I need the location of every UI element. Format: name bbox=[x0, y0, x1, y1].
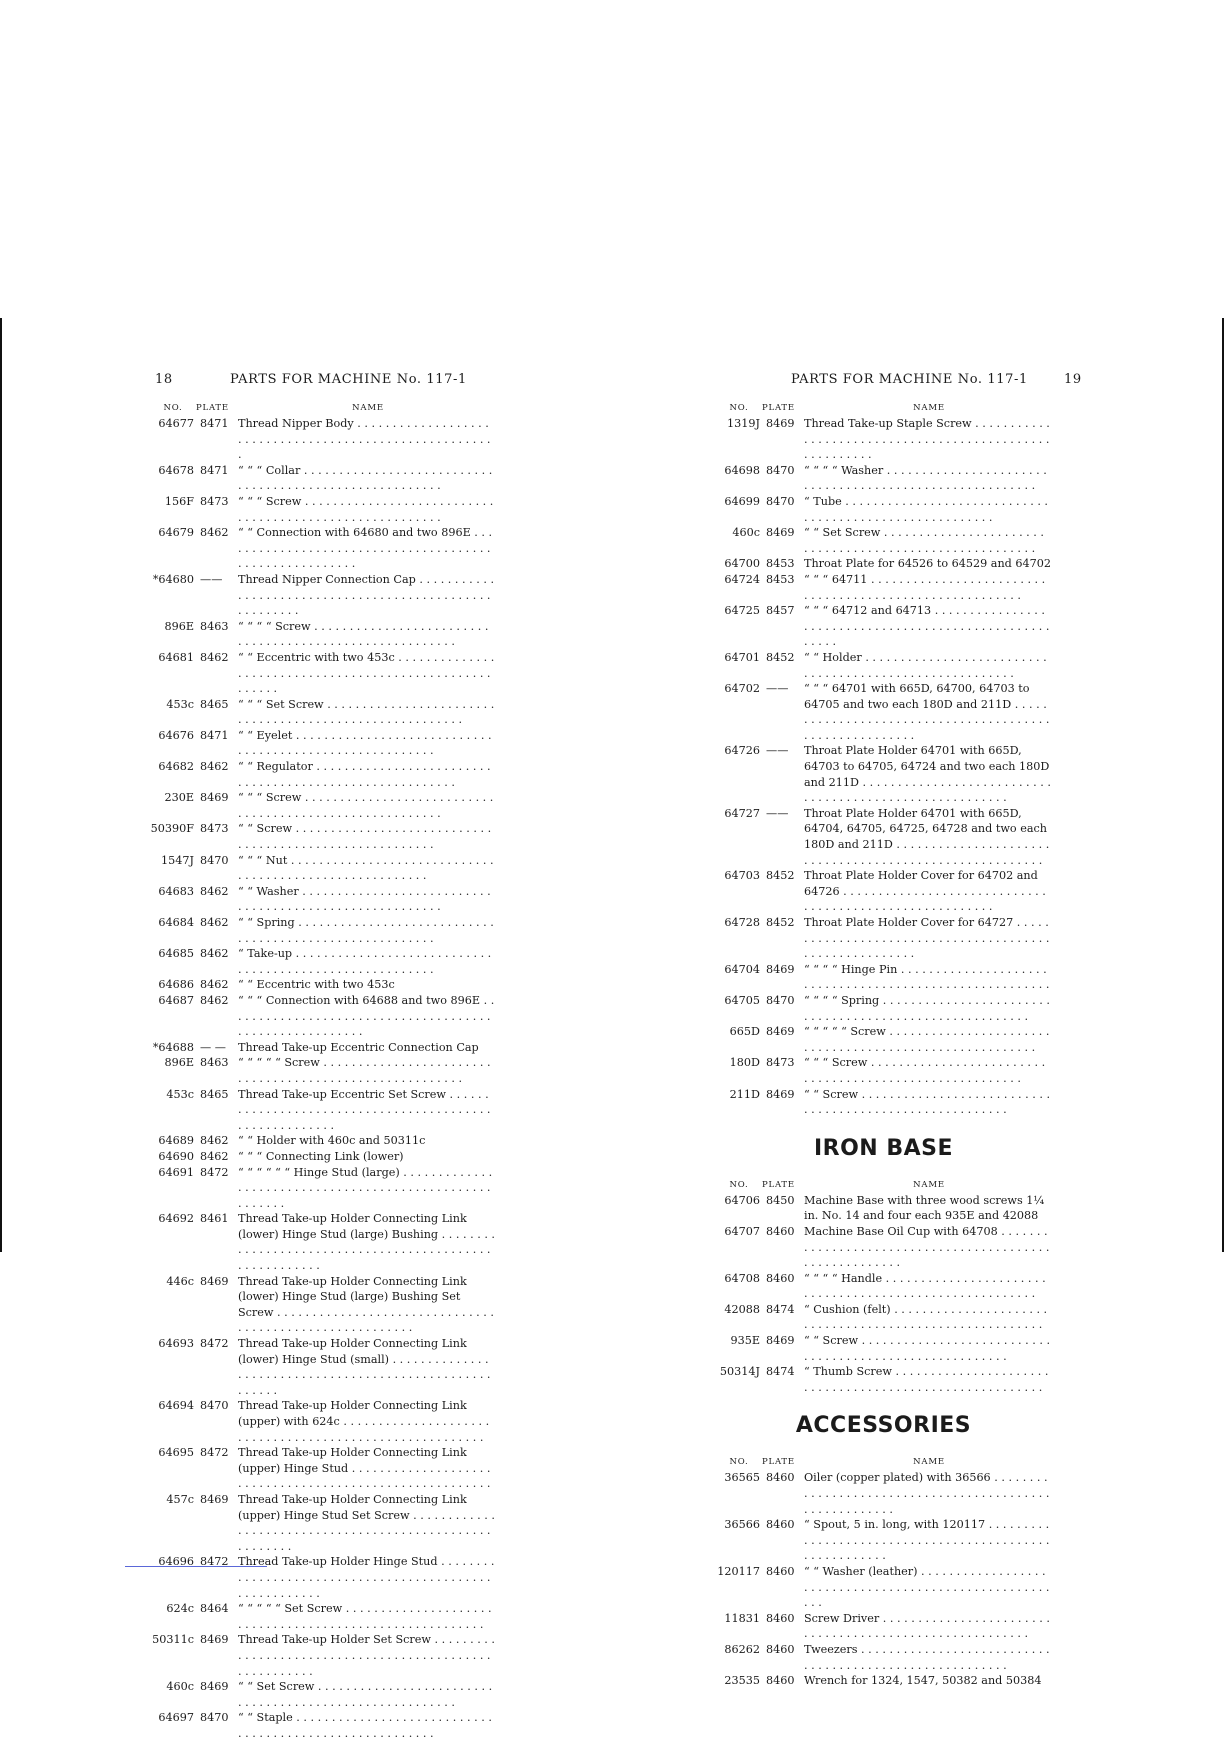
parts-row bbox=[150, 1492, 495, 1554]
plate-number: 8471 bbox=[200, 728, 229, 742]
part-name: “ “ Regulator . . . bbox=[238, 759, 495, 790]
plate-number: 8452 bbox=[766, 869, 795, 883]
plate-number: 8452 bbox=[766, 650, 795, 664]
part-name: “ “ “ 64701 with 665D, 64700, 64703 to 64705 and two each 180D and 211D . . . bbox=[804, 681, 1051, 743]
accessories-list bbox=[716, 1470, 1051, 1688]
plate-number: 8472 bbox=[200, 1446, 229, 1460]
part-name: “ Thumb Screw . . . bbox=[804, 1364, 1051, 1395]
part-number: *64680 bbox=[152, 572, 194, 586]
left-parts-list bbox=[150, 416, 495, 1741]
part-number: 64676 bbox=[158, 728, 194, 742]
parts-row bbox=[716, 962, 1051, 993]
part-number: 64687 bbox=[158, 993, 194, 1007]
parts-row bbox=[716, 494, 1051, 525]
col-header-name: NAME bbox=[352, 403, 384, 413]
part-name: “ “ “ Nut . . . bbox=[238, 853, 495, 884]
part-number: 64694 bbox=[158, 1399, 194, 1413]
part-number: 64725 bbox=[724, 604, 760, 618]
part-number: 11831 bbox=[724, 1611, 760, 1625]
plate-number: 8470 bbox=[766, 494, 795, 508]
left-page-header bbox=[150, 372, 495, 400]
part-number: 1547J bbox=[161, 853, 194, 867]
plate-number: 8469 bbox=[200, 1492, 229, 1506]
plate-number: —— bbox=[200, 572, 223, 586]
plate-number: 8453 bbox=[766, 572, 795, 586]
right-parts-list bbox=[716, 416, 1051, 1118]
part-number: 64679 bbox=[158, 526, 194, 540]
part-name: Machine Base with three wood screws 1¼ in. No. 14 and four each 935E and 42088 bbox=[804, 1193, 1045, 1223]
page-edge-left bbox=[0, 318, 2, 1252]
col-header-plate: PLATE bbox=[762, 403, 795, 413]
part-name: “ “ “ “ Washer . . . bbox=[804, 463, 1051, 494]
plate-number: 8457 bbox=[766, 604, 795, 618]
parts-row bbox=[716, 1611, 1051, 1642]
parts-row bbox=[716, 1364, 1051, 1395]
parts-row bbox=[716, 915, 1051, 962]
col-header-plate: PLATE bbox=[196, 403, 229, 413]
plate-number: 8460 bbox=[766, 1674, 795, 1688]
plate-number: 8462 bbox=[200, 526, 229, 540]
accessories-heading: ACCESSORIES bbox=[795, 1413, 972, 1439]
col-header-name: NAME bbox=[913, 403, 945, 413]
plate-number: 8463 bbox=[200, 619, 229, 633]
parts-row bbox=[150, 416, 495, 463]
part-number: 64691 bbox=[158, 1165, 194, 1179]
part-number: 64700 bbox=[724, 557, 760, 571]
parts-row bbox=[150, 853, 495, 884]
parts-row bbox=[716, 1517, 1051, 1564]
part-name: “ “ Screw . . . bbox=[804, 1333, 1051, 1364]
part-name: “ “ “ “ Handle . . . bbox=[804, 1271, 1051, 1302]
parts-row bbox=[716, 1193, 1051, 1224]
plate-number: 8471 bbox=[200, 417, 229, 430]
plate-number: 8470 bbox=[766, 463, 795, 477]
part-number: 460c bbox=[166, 1680, 194, 1694]
parts-row bbox=[716, 416, 1051, 463]
plate-number: 8472 bbox=[200, 1555, 229, 1569]
parts-row bbox=[150, 1679, 495, 1710]
plate-number: 8453 bbox=[766, 557, 795, 571]
part-name: Thread Take-up Holder Connecting Link (upper) Hinge Stud . . . bbox=[238, 1445, 495, 1492]
part-number: 42088 bbox=[724, 1302, 760, 1316]
left-page-title: PARTS FOR MACHINE No. 117-1 bbox=[230, 372, 467, 387]
plate-number: 8465 bbox=[200, 697, 229, 711]
part-number: 896E bbox=[164, 1056, 194, 1070]
part-number: 896E bbox=[164, 619, 194, 633]
part-name: Throat Plate for 64526 to 64529 and 64702 bbox=[804, 557, 1051, 571]
part-number: 64695 bbox=[158, 1446, 194, 1460]
plate-number: 8462 bbox=[200, 650, 229, 664]
part-number: 64693 bbox=[158, 1337, 194, 1351]
part-name: Thread Take-up Eccentric Set Screw . . . bbox=[238, 1087, 495, 1134]
left-page bbox=[150, 372, 495, 1741]
part-name: Screw Driver . . . bbox=[804, 1611, 1051, 1642]
parts-row bbox=[716, 463, 1051, 494]
col-header-no: NO. bbox=[163, 403, 183, 413]
parts-row bbox=[150, 697, 495, 728]
part-number: 23535 bbox=[724, 1674, 760, 1688]
plate-number: 8470 bbox=[766, 993, 795, 1007]
right-page bbox=[716, 372, 1082, 1689]
plate-number: 8460 bbox=[766, 1642, 795, 1656]
part-name: “ “ “ “ “ Screw . . . bbox=[804, 1024, 1051, 1055]
plate-number: 8472 bbox=[200, 1165, 229, 1179]
part-name: Tweezers . . . bbox=[804, 1642, 1051, 1673]
plate-number: 8464 bbox=[200, 1602, 229, 1616]
plate-number: 8473 bbox=[766, 1056, 795, 1070]
plate-number: 8469 bbox=[766, 962, 795, 976]
plate-number: 8470 bbox=[200, 1399, 229, 1413]
parts-row bbox=[150, 494, 495, 525]
plate-number: 8460 bbox=[766, 1271, 795, 1285]
parts-row bbox=[150, 1165, 495, 1212]
plate-number: — — bbox=[200, 1040, 226, 1054]
plate-number: 8474 bbox=[766, 1302, 795, 1316]
parts-row bbox=[150, 1055, 495, 1086]
parts-row bbox=[150, 977, 495, 993]
parts-row bbox=[150, 1710, 495, 1741]
part-number: 64686 bbox=[158, 978, 194, 992]
right-column-headers bbox=[716, 400, 1051, 416]
parts-row bbox=[150, 1445, 495, 1492]
accessories-column-headers bbox=[716, 1454, 1051, 1470]
parts-row bbox=[150, 790, 495, 821]
part-name: Throat Plate Holder Cover for 64702 and 64726 . . . bbox=[804, 868, 1051, 915]
part-number: 64702 bbox=[724, 682, 760, 696]
part-number: 64705 bbox=[724, 993, 760, 1007]
part-number: 64697 bbox=[158, 1711, 194, 1725]
part-name: “ “ “ “ “ Set Screw . . . bbox=[238, 1601, 495, 1632]
part-number: 156F bbox=[164, 494, 194, 508]
plate-number: 8460 bbox=[766, 1471, 795, 1485]
plate-number: 8469 bbox=[766, 1334, 795, 1348]
part-number: 36565 bbox=[724, 1471, 760, 1485]
part-number: 64681 bbox=[158, 650, 194, 664]
parts-row bbox=[150, 1087, 495, 1134]
iron-base-column-headers bbox=[716, 1177, 1051, 1193]
part-name: Thread Take-up Holder Connecting Link (lower) Hinge Stud (large) Bushing . . . bbox=[238, 1211, 495, 1273]
part-number: 86262 bbox=[724, 1642, 760, 1656]
parts-row bbox=[150, 915, 495, 946]
col-header-no: NO. bbox=[729, 403, 749, 413]
part-name: “ “ Eccentric with two 453c . . . bbox=[238, 650, 495, 697]
parts-row bbox=[716, 993, 1051, 1024]
plate-number: 8460 bbox=[766, 1224, 795, 1238]
part-number: 50311c bbox=[152, 1633, 194, 1647]
parts-row bbox=[716, 1087, 1051, 1118]
parts-row bbox=[150, 463, 495, 494]
parts-row bbox=[150, 1040, 495, 1056]
plate-number: —— bbox=[766, 806, 789, 820]
part-number: 64692 bbox=[158, 1212, 194, 1226]
parts-row bbox=[716, 1055, 1051, 1086]
part-name: “ “ “ Screw . . . bbox=[804, 1055, 1051, 1086]
parts-row bbox=[150, 1632, 495, 1679]
parts-row bbox=[716, 681, 1051, 743]
plate-number: 8469 bbox=[200, 1633, 229, 1647]
part-number: 180D bbox=[729, 1056, 760, 1070]
parts-row bbox=[150, 728, 495, 759]
part-number: 64726 bbox=[724, 744, 760, 758]
plate-number: 8473 bbox=[200, 822, 229, 836]
part-name: Throat Plate Holder 64701 with 665D, 64703 to 64705, 64724 and two each 180D and 211D . . . bbox=[804, 743, 1051, 805]
left-page-number: 18 bbox=[155, 372, 173, 387]
part-number: 457c bbox=[166, 1492, 194, 1506]
parts-row bbox=[716, 1024, 1051, 1055]
part-name: “ “ Set Screw . . . bbox=[238, 1679, 495, 1710]
part-name: “ “ Holder . . . bbox=[804, 650, 1051, 681]
parts-row bbox=[150, 1554, 495, 1601]
col-header-plate: PLATE bbox=[762, 1457, 795, 1468]
parts-row bbox=[716, 1271, 1051, 1302]
part-number: 64682 bbox=[158, 760, 194, 774]
part-name: “ “ Set Screw . . . bbox=[804, 525, 1051, 556]
parts-row bbox=[716, 868, 1051, 915]
col-header-no: NO. bbox=[729, 1457, 749, 1468]
part-name: “ “ Eccentric with two 453c bbox=[238, 978, 395, 992]
part-number: 64684 bbox=[158, 916, 194, 929]
plate-number: 8465 bbox=[200, 1087, 229, 1101]
part-name: Thread Take-up Holder Connecting Link (upper) Hinge Stud Set Screw . . . bbox=[238, 1492, 495, 1554]
parts-row bbox=[150, 884, 495, 915]
part-number: 64690 bbox=[158, 1149, 194, 1163]
plate-number: 8470 bbox=[200, 853, 229, 867]
plate-number: 8473 bbox=[200, 494, 229, 508]
part-name: Throat Plate Holder 64701 with 665D, 64704, 64705, 64725, 64728 and two each 180D and 211D . . . bbox=[804, 806, 1051, 868]
plate-number: 8474 bbox=[766, 1365, 795, 1379]
part-number: 64696 bbox=[158, 1555, 194, 1569]
part-number: 64698 bbox=[724, 463, 760, 477]
part-number: 64683 bbox=[158, 884, 194, 898]
parts-row bbox=[716, 603, 1051, 650]
parts-row bbox=[150, 650, 495, 697]
part-number: *64688 bbox=[152, 1040, 194, 1054]
plate-number: 8462 bbox=[200, 916, 229, 929]
part-number: 50314J bbox=[719, 1365, 760, 1379]
part-name: “ “ “ Collar . . . bbox=[238, 463, 495, 494]
part-number: 120117 bbox=[717, 1565, 760, 1578]
right-page-number: 19 bbox=[1064, 372, 1082, 387]
plate-number: 8460 bbox=[766, 1518, 795, 1532]
part-name: Thread Take-up Eccentric Connection Cap bbox=[238, 1040, 479, 1054]
plate-number: 8462 bbox=[200, 760, 229, 774]
plate-number: 8471 bbox=[200, 463, 229, 477]
part-number: 935E bbox=[730, 1334, 760, 1348]
parts-row bbox=[150, 1133, 495, 1149]
parts-row bbox=[150, 1336, 495, 1398]
part-number: 64708 bbox=[724, 1271, 760, 1285]
part-number: 64703 bbox=[724, 869, 760, 883]
parts-row bbox=[716, 1642, 1051, 1673]
part-number: 446c bbox=[166, 1274, 194, 1288]
part-name: “ “ “ Screw . . . bbox=[238, 494, 495, 525]
part-number: 64706 bbox=[724, 1193, 760, 1207]
plate-number: 8462 bbox=[200, 884, 229, 898]
part-name: Thread Take-up Staple Screw . . . bbox=[804, 416, 1051, 463]
part-name: “ “ Spring . . . bbox=[238, 915, 495, 946]
plate-number: 8469 bbox=[766, 1087, 795, 1101]
parts-row bbox=[150, 1211, 495, 1273]
part-name: “ “ “ “ “ “ Hinge Stud (large) . . . bbox=[238, 1165, 495, 1212]
part-name: “ Take-up . . . bbox=[238, 946, 495, 977]
part-name: “ “ “ Screw . . . bbox=[238, 790, 495, 821]
part-name: Thread Nipper Body . . . bbox=[238, 416, 495, 463]
plate-number: —— bbox=[766, 682, 789, 696]
part-name: “ “ “ Set Screw . . . bbox=[238, 697, 495, 728]
part-name: “ Spout, 5 in. long, with 120117 . . . bbox=[804, 1517, 1051, 1564]
part-number: 64727 bbox=[724, 806, 760, 820]
col-header-plate: PLATE bbox=[762, 1179, 795, 1190]
plate-number: 8463 bbox=[200, 1056, 229, 1070]
part-name: “ “ “ Connecting Link (lower) bbox=[238, 1149, 404, 1163]
part-name: “ “ Staple . . . bbox=[238, 1710, 495, 1741]
parts-row bbox=[716, 1333, 1051, 1364]
plate-number: 8462 bbox=[200, 1149, 229, 1163]
plate-number: 8469 bbox=[766, 1025, 795, 1039]
part-name: “ “ “ Connection with 64688 and two 896E . . . bbox=[238, 993, 495, 1040]
col-header-name: NAME bbox=[913, 1179, 945, 1190]
right-page-title: PARTS FOR MACHINE No. 117-1 bbox=[791, 372, 1028, 387]
parts-row bbox=[716, 1224, 1051, 1271]
parts-row bbox=[716, 1673, 1051, 1689]
part-number: 36566 bbox=[724, 1518, 760, 1532]
plate-number: 8472 bbox=[200, 1337, 229, 1351]
part-name: “ “ Eyelet . . . bbox=[238, 728, 495, 759]
plate-number: 8462 bbox=[200, 978, 229, 992]
plate-number: 8461 bbox=[200, 1212, 229, 1226]
part-number: 230E bbox=[164, 791, 194, 805]
part-name: Thread Take-up Holder Connecting Link (lower) Hinge Stud (small) . . . bbox=[238, 1336, 495, 1398]
part-number: 64685 bbox=[158, 947, 194, 961]
plate-number: 8460 bbox=[766, 1565, 795, 1578]
part-name: “ “ “ “ Hinge Pin . . . bbox=[804, 962, 1051, 993]
part-number: 64707 bbox=[724, 1224, 760, 1238]
part-number: 460c bbox=[732, 526, 760, 540]
part-name: Thread Nipper Connection Cap . . . bbox=[238, 572, 495, 619]
part-name: “ Cushion (felt) . . . bbox=[804, 1302, 1051, 1333]
parts-row bbox=[150, 1274, 495, 1336]
parts-row bbox=[150, 572, 495, 619]
parts-row bbox=[716, 1470, 1051, 1517]
right-page-header bbox=[716, 372, 1082, 400]
parts-row bbox=[150, 759, 495, 790]
parts-row bbox=[150, 1398, 495, 1445]
parts-row bbox=[150, 821, 495, 852]
parts-row bbox=[150, 1149, 495, 1165]
part-name: “ “ “ 64712 and 64713 . . . bbox=[804, 603, 1051, 650]
part-name: “ “ “ “ Spring . . . bbox=[804, 993, 1051, 1024]
parts-row bbox=[150, 619, 495, 650]
part-number: 453c bbox=[166, 1087, 194, 1101]
part-name: “ “ “ “ “ Screw . . . bbox=[238, 1055, 495, 1086]
plate-number: 8469 bbox=[766, 526, 795, 540]
part-name: Throat Plate Holder Cover for 64727 . . . bbox=[804, 915, 1051, 962]
part-number: 64724 bbox=[724, 572, 760, 586]
iron-base-heading: IRON BASE bbox=[813, 1135, 954, 1161]
col-header-name: NAME bbox=[913, 1457, 945, 1468]
parts-row bbox=[716, 650, 1051, 681]
parts-row bbox=[716, 806, 1051, 868]
part-number: 64699 bbox=[724, 494, 760, 508]
part-name: “ Tube . . . bbox=[804, 494, 1051, 525]
part-name: “ “ Washer . . . bbox=[238, 884, 495, 915]
part-number: 624c bbox=[166, 1602, 194, 1616]
plate-number: 8470 bbox=[200, 1711, 229, 1725]
parts-row bbox=[716, 1302, 1051, 1333]
parts-row bbox=[716, 525, 1051, 556]
part-name: Thread Take-up Holder Hinge Stud . . . bbox=[238, 1554, 495, 1601]
parts-row bbox=[716, 572, 1051, 603]
part-number: 64677 bbox=[158, 417, 194, 430]
part-number: 453c bbox=[166, 697, 194, 711]
part-name: Thread Take-up Holder Connecting Link (upper) with 624c . . . bbox=[238, 1398, 495, 1445]
part-number: 64728 bbox=[724, 916, 760, 929]
part-number: 1319J bbox=[727, 417, 760, 430]
part-name: “ “ Washer (leather) . . . bbox=[804, 1564, 1051, 1611]
part-name: “ “ Holder with 460c and 50311c bbox=[238, 1134, 426, 1148]
parts-row bbox=[150, 525, 495, 572]
plate-number: 8469 bbox=[200, 1680, 229, 1694]
part-name: Machine Base Oil Cup with 64708 . . . bbox=[804, 1224, 1051, 1271]
iron-base-list bbox=[716, 1193, 1051, 1396]
part-name: “ “ “ “ Screw . . . bbox=[238, 619, 495, 650]
parts-row bbox=[716, 556, 1051, 572]
part-number: 64704 bbox=[724, 962, 760, 976]
plate-number: 8462 bbox=[200, 993, 229, 1007]
part-name: “ “ “ 64711 . . . bbox=[804, 572, 1051, 603]
plate-number: 8469 bbox=[200, 791, 229, 805]
plate-number: 8460 bbox=[766, 1611, 795, 1625]
plate-number: 8450 bbox=[766, 1193, 795, 1207]
parts-row bbox=[150, 946, 495, 977]
part-name: “ “ Connection with 64680 and two 896E . . . bbox=[238, 525, 495, 572]
part-name: “ “ Screw . . . bbox=[804, 1087, 1051, 1118]
part-number: 64678 bbox=[158, 463, 194, 477]
plate-number: 8452 bbox=[766, 916, 795, 929]
parts-row bbox=[150, 993, 495, 1040]
part-name: Thread Take-up Holder Connecting Link (lower) Hinge Stud (large) Bushing Set Screw . . . bbox=[238, 1274, 495, 1336]
parts-row bbox=[150, 1601, 495, 1632]
plate-number: 8469 bbox=[200, 1274, 229, 1288]
left-column-headers bbox=[150, 400, 495, 416]
parts-row bbox=[716, 1564, 1051, 1611]
part-number: 64701 bbox=[724, 650, 760, 664]
part-number: 64689 bbox=[158, 1134, 194, 1148]
part-name: Wrench for 1324, 1547, 50382 and 50384 bbox=[804, 1674, 1042, 1688]
parts-row bbox=[716, 743, 1051, 805]
plate-number: 8469 bbox=[766, 417, 795, 430]
plate-number: 8462 bbox=[200, 947, 229, 961]
part-number: 665D bbox=[729, 1025, 760, 1039]
plate-number: 8462 bbox=[200, 1134, 229, 1148]
part-name: Oiler (copper plated) with 36566 . . . bbox=[804, 1470, 1051, 1517]
col-header-no: NO. bbox=[729, 1179, 749, 1190]
part-name: Thread Take-up Holder Set Screw . . . bbox=[238, 1632, 495, 1679]
part-number: 50390F bbox=[150, 822, 194, 836]
part-name: “ “ Screw . . . bbox=[238, 821, 495, 852]
plate-number: —— bbox=[766, 744, 789, 758]
part-number: 211D bbox=[729, 1087, 760, 1101]
